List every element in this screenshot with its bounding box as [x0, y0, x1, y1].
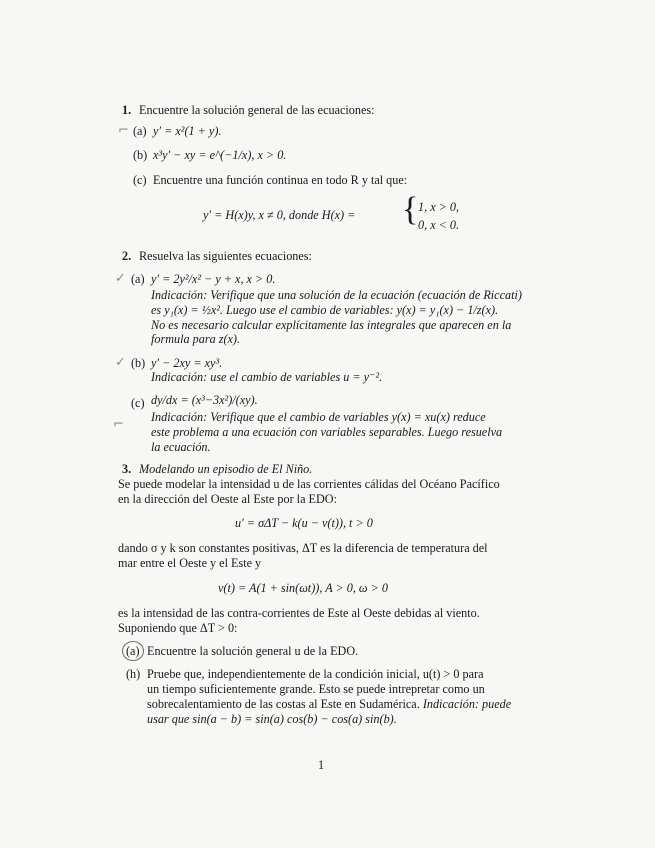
problem-3-title: Modelando un episodio de El Niño.: [139, 462, 313, 476]
page-number: 1: [318, 758, 325, 772]
problem-1b-equation: x³y′ − xy = e^(−1/x), x > 0.: [153, 148, 287, 162]
problem-1-title: Encuentre la solución general de las ecuaciones:: [139, 103, 375, 117]
problem-3b-text-line-4: usar que sin(a − b) = sin(a) cos(b) − cos(a) sin(b).: [147, 712, 397, 726]
problem-3-intro-line-2: en la dirección del Oeste al Este por la EDO:: [118, 492, 337, 506]
problem-3-intro-line-1: Se puede modelar la intensidad u de las corrientes cálidas del Océano Pacífico: [118, 477, 500, 491]
problem-1c-case-2: 0, x < 0.: [418, 218, 460, 232]
problem-2a-hint-line-4: formula para z(x).: [151, 332, 241, 346]
problem-2c-hint-line-3: la ecuación.: [151, 440, 211, 454]
problem-1c-case-1: 1, x > 0,: [418, 200, 460, 214]
problem-3-end-line-1: es la intensidad de las contra-corrientes de Este al Oeste debidas al viento.: [118, 606, 480, 620]
problem-2a-label: (a): [131, 272, 145, 286]
problem-3b-text-line-1: Pruebe que, independientemente de la condición inicial, u(t) > 0 para: [147, 667, 484, 681]
problem-2-number: 2.: [122, 249, 132, 263]
piecewise-brace: {: [402, 191, 419, 228]
problem-2b-label: (b): [131, 356, 146, 370]
problem-3b-label: (h): [126, 667, 141, 681]
problem-3-end-line-2: Suponiendo que ΔT > 0:: [118, 621, 238, 635]
problem-2b-equation: y′ − 2xy = xy³.: [151, 356, 223, 370]
problem-2b-hint: Indicación: use el cambio de variables u = y⁻².: [151, 370, 383, 384]
problem-3a-text: Encuentre la solución general u de la EDO.: [147, 644, 359, 658]
problem-3-number: 3.: [122, 462, 132, 476]
problem-2a-hint-line-1: Indicación: Verifique que una solución de la ecuación (ecuación de Riccati): [151, 288, 522, 302]
problem-3a-label: (a): [126, 644, 140, 658]
problem-2c-equation: dy/dx = (x³−3x²)/(xy).: [151, 393, 258, 407]
problem-1-number: 1.: [122, 103, 132, 117]
problem-2c-label: (c): [131, 396, 145, 410]
problem-2a-equation: y′ = 2y²/x² − y + x, x > 0.: [151, 272, 276, 286]
problem-3b-text-line-3-plain: sobrecalentamiento de las costas al Este en Sudamérica.: [147, 697, 420, 711]
check-mark: ⌐: [118, 123, 129, 138]
problem-2-title: Resuelva las siguientes ecuaciones:: [139, 249, 312, 263]
problem-3-equation-2: v(t) = A(1 + sin(ωt)), A > 0, ω > 0: [218, 581, 388, 595]
problem-3-middle-line-2: mar entre el Oeste y el Este y: [118, 556, 262, 570]
problem-1c-equation: y′ = H(x)y, x ≠ 0, donde H(x) =: [203, 208, 356, 222]
problem-3b-text-line-2: un tiempo suficientemente grande. Esto se puede intrepretar como un: [147, 682, 485, 696]
problem-3b-hint-start: Indicación: puede: [422, 697, 512, 711]
problem-3-middle-line-1: dando σ y k son constantes positivas, ΔT es la diferencia de temperatura del: [118, 541, 488, 555]
problem-1c-text: Encuentre una función continua en todo R y tal que:: [153, 173, 408, 187]
check-mark: ✓: [115, 271, 126, 286]
problem-1a-label: (a): [133, 124, 147, 138]
problem-3-equation-1: u′ = σΔT − k(u − v(t)), t > 0: [235, 516, 373, 530]
problem-2c-hint-line-1: Indicación: Verifique que el cambio de variables y(x) = xu(x) reduce: [151, 410, 486, 424]
problem-1c-label: (c): [133, 173, 147, 187]
check-mark: ⌐: [113, 417, 124, 432]
problem-1a-equation: y′ = x²(1 + y).: [153, 124, 222, 138]
problem-2a-hint-line-2: es y₁(x) = ½x². Luego use el cambio de variables: y(x) = y₁(x) − 1/z(x).: [151, 303, 499, 317]
check-mark: ✓: [115, 355, 126, 370]
problem-3b-text-line-3: [147, 697, 511, 711]
problem-1b-label: (b): [133, 148, 148, 162]
problem-2c-hint-line-2: este problema a una ecuación con variables separables. Luego resuelva: [151, 425, 503, 439]
problem-2a-hint-line-3: No es necesario calcular explícitamente las integrales que aparecen en la: [151, 318, 512, 332]
